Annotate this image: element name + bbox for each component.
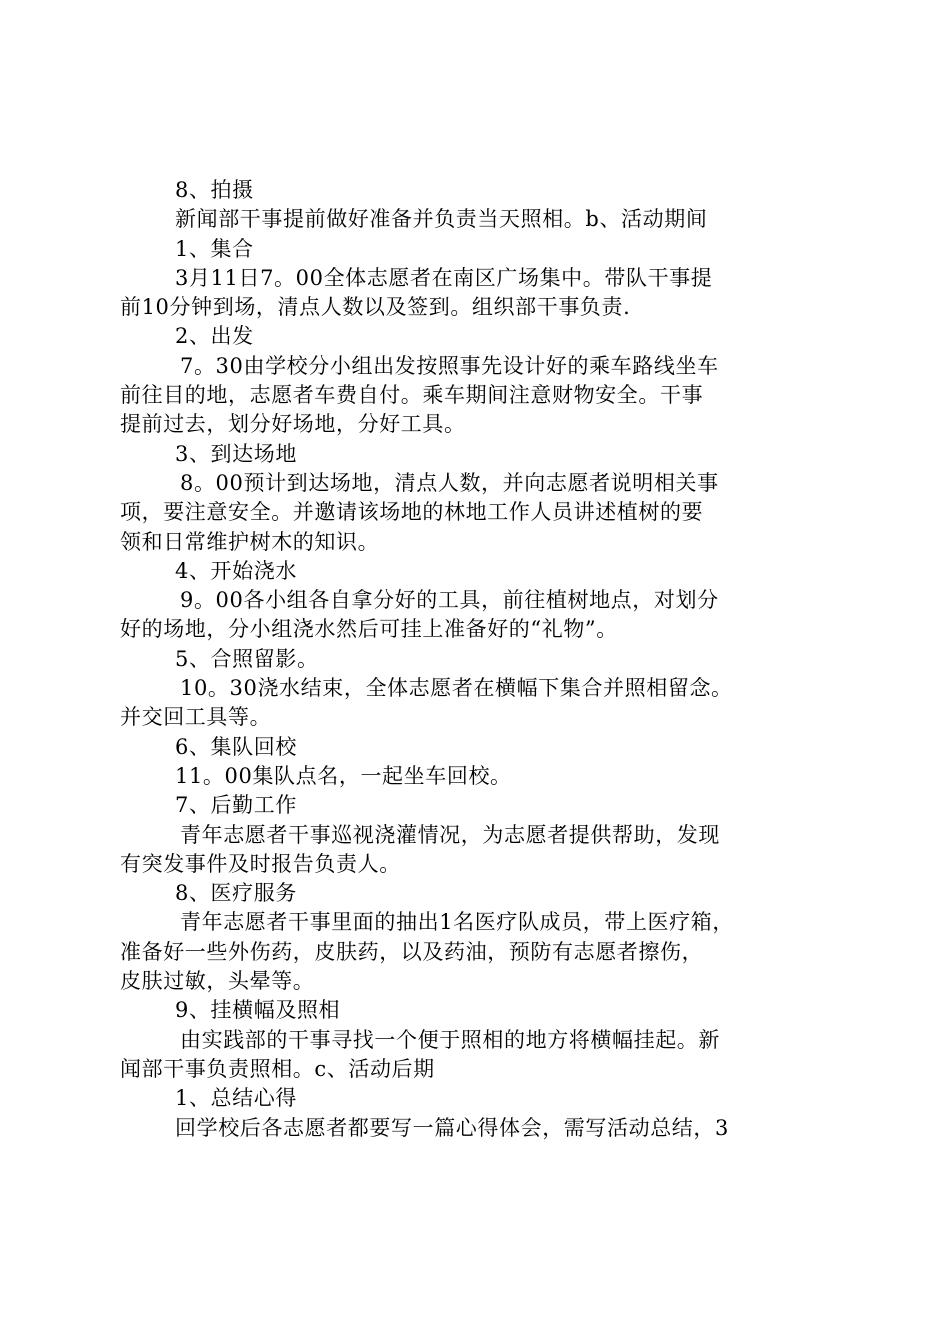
text-line: 3、到达场地 xyxy=(175,441,297,466)
text-line: 前10分钟到场，清点人数以及签到。组织部干事负责. xyxy=(120,295,631,320)
text-line: 前往目的地，志愿者车费自付。乘车期间注意财物安全。干事 xyxy=(120,383,704,408)
text-line: 青年志愿者干事里面的抽出1名医疗队成员，带上医疗箱， xyxy=(180,910,734,935)
text-line: 11。00集队点名，一起坐车回校。 xyxy=(175,763,512,788)
text-line: 3月11日7。00全体志愿者在南区广场集中。带队干事提 xyxy=(175,265,713,290)
text-line: 9。00各小组各自拿分好的工具，前往植树地点，对划分 xyxy=(180,588,719,613)
text-line: 项，要注意安全。并邀请该场地的林地工作人员讲述植树的要 xyxy=(120,500,704,525)
text-line: 皮肤过敏，头晕等。 xyxy=(120,969,315,994)
text-line: 5、合照留影。 xyxy=(175,646,319,671)
text-line: 好的场地，分小组浇水然后可挂上准备好的“礼物”。 xyxy=(120,617,618,642)
text-line: 青年志愿者干事巡视浇灌情况，为志愿者提供帮助，发现 xyxy=(180,822,720,847)
text-line: 8、拍摄 xyxy=(175,178,254,202)
text-line: 7。30由学校分小组出发按照事先设计好的乘车路线坐车 xyxy=(180,353,719,378)
text-line: 有突发事件及时报告负责人。 xyxy=(120,851,401,876)
text-line: 回学校后各志愿者都要写一篇心得体会，需写活动总结，3 xyxy=(175,1115,729,1140)
text-line: 6、集队回校 xyxy=(175,734,297,759)
text-line: 9、挂横幅及照相 xyxy=(175,998,341,1023)
text-line: 由实践部的干事寻找一个便于照相的地方将横幅挂起。新 xyxy=(180,1027,720,1052)
text-line: 闻部干事负责照相。c、活动后期 xyxy=(120,1056,435,1081)
text-line: 领和日常维护树木的知识。 xyxy=(120,529,380,554)
text-line: 新闻部干事提前做好准备并负责当天照相。b、活动期间 xyxy=(175,207,708,232)
text-line: 准备好一些外伤药，皮肤药，以及药油，预防有志愿者擦伤， xyxy=(120,939,704,964)
text-line: 并交回工具等。 xyxy=(120,705,272,730)
text-line: 提前过去，划分好场地，分好工具。 xyxy=(120,412,466,437)
text-line: 4、开始浇水 xyxy=(175,558,297,583)
text-line: 8、医疗服务 xyxy=(175,881,297,906)
document-body xyxy=(120,176,860,1143)
text-line: 2、出发 xyxy=(175,324,254,349)
text-line: 1、集合 xyxy=(175,236,254,261)
text-line: 10。30浇水结束，全体志愿者在横幅下集合并照相留念。 xyxy=(180,676,733,701)
text-line: 7、后勤工作 xyxy=(175,793,297,818)
text-line: 1、总结心得 xyxy=(175,1086,297,1111)
text-line: 8。00预计到达场地，清点人数，并向志愿者说明相关事 xyxy=(180,470,719,495)
